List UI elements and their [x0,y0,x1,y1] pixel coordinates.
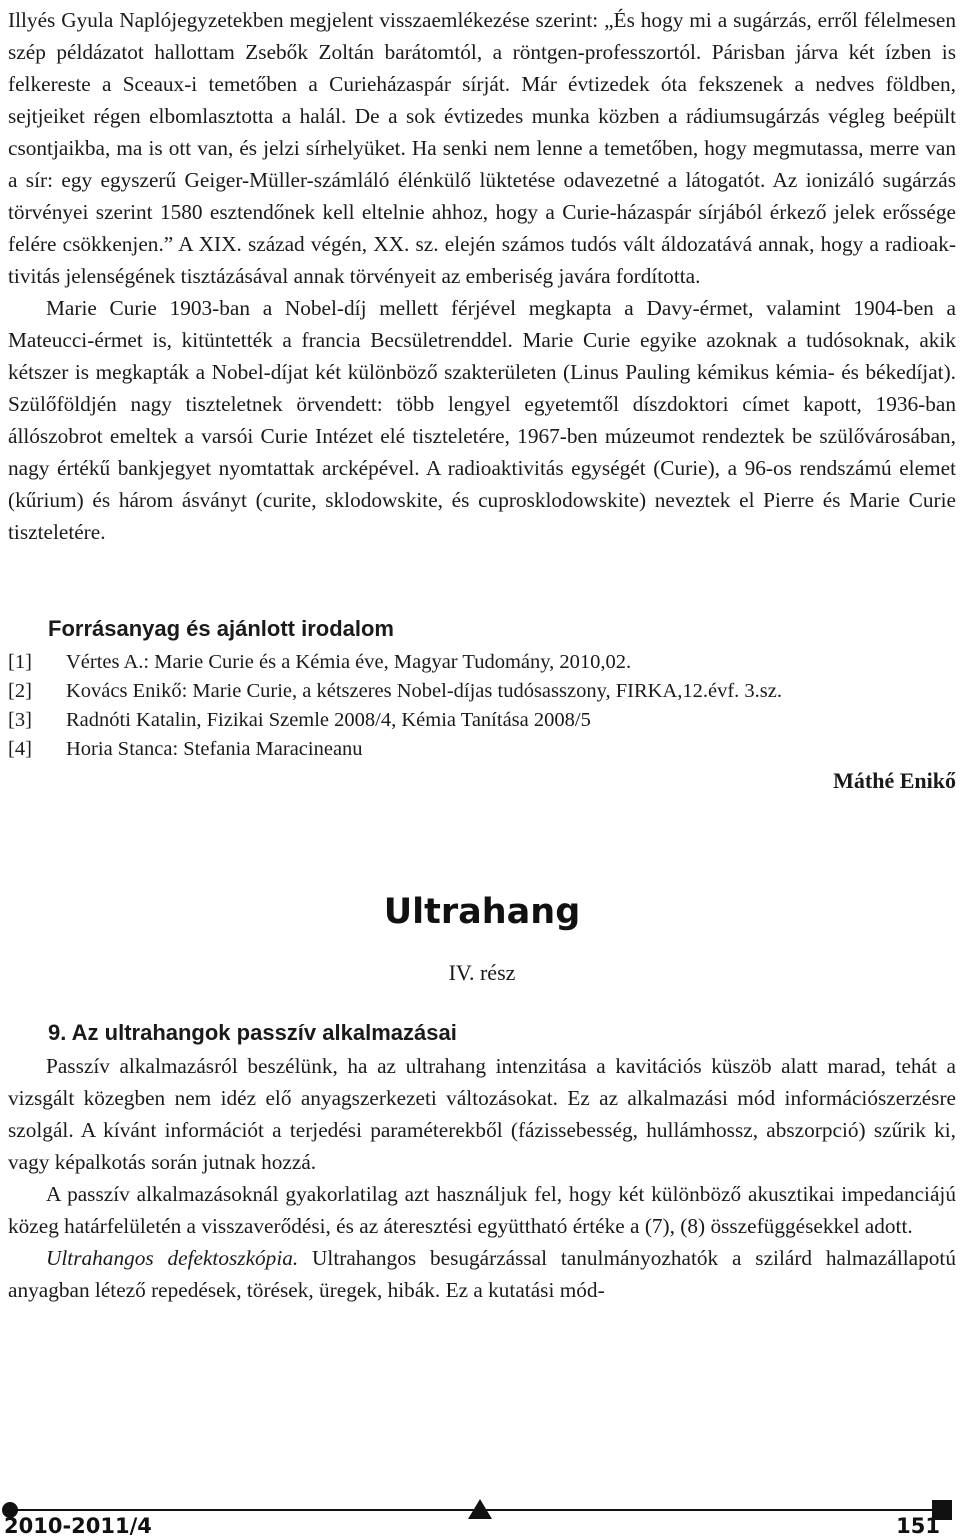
triangle-bullet-icon [468,1499,492,1519]
reference-item [8,677,956,706]
reference-item [8,735,956,764]
article-paragraph-2: A passzív alkalmazásoknál gyakorlatilag azt használjuk fel, hogy két különböző akusztikai impedanciájú közeg határfelületén a visszaverődési, és az áteresztési együttható értéke a (7), (8) összefüggésekkel adott. [8,1182,956,1238]
section-heading: 9. Az ultrahangok passzív alkalmazásai [48,1020,457,1045]
page-number: 151 [896,1514,940,1538]
article-paragraph-3-text: Ultrahangos besugárzással tanulmányozhatók a szilárd halmazállapotú anyagban létező repedések, törések, üregek, hibák. Ez a kutatási mód- [8,1246,956,1302]
reference-number: [2] [8,680,32,702]
reference-number: [4] [8,738,32,760]
article-author: Máthé Enikő [833,768,956,793]
document-page [8,0,956,1306]
reference-number: [3] [8,709,32,731]
sources-heading: Forrásanyag és ajánlott irodalom [48,616,394,641]
article-title: Ultrahang [383,892,581,932]
reference-number: [1] [8,651,32,673]
reference-item [8,706,956,735]
reference-text: Vértes A.: Marie Curie és a Kémia éve, Magyar Tudomány, 2010,02. [66,651,632,673]
issue-number: 2010-2011/4 [4,1514,152,1538]
reference-item [8,648,956,677]
reference-list [8,648,956,764]
defectoscopy-term: Ultrahangos defektoszkópia. [46,1246,299,1270]
page-footer [0,1496,960,1539]
intro-paragraph-2: Marie Curie 1903-ban a Nobel-díj mellett férjével megkapta a Davy-érmet, valamint 1904-ben a Mateucci-érmet is, kitüntették a francia Becsületrenddel. Marie Curie egyike azoknak a tudósoknak, akik kétszer is megkapták a Nobel-díjat két különböző szakterületen (Linus Pauling kémikus kémia- és békedíjat). Szülőföldjén nagy tiszteletnek örvendett: több lengyel egyetemtől díszdoktori címet kapott, 1936-ban állószobrot emeltek a varsói Curie Intézet elé tiszteletére, 1967-ben múzeumot rendeztek be szülővárosában, nagy értékű bankjegyet nyomtattak arcképével. A radioaktivitás egységét (Curie), a 96-os rendszámú elemet (kűrium) és három ásványt (curite, sklodowskite, és cuprosklodowskite) neveztek el Pierre és Marie Curie tiszteletére. [8,296,956,544]
article-paragraph-3 [8,1242,956,1306]
article-part-label: IV. rész [448,960,516,985]
article-paragraph-1: Passzív alkalmazásról beszélünk, ha az ultrahang intenzitása a kavitációs küszöb alatt marad, tehát a vizsgált közegben nem idéz elő anyagszerkezeti változásokat. Ez az alkalmazási mód információszerzésre szolgál. A kívánt információt a terjedési paraméterekből (fázissebesség, hullámhossz, abszorpció) szűrik ki, vagy képalkotás során jutnak hozzá. [8,1054,956,1174]
reference-text: Radnóti Katalin, Fizikai Szemle 2008/4, Kémia Tanítása 2008/5 [66,709,591,731]
reference-text: Kovács Enikő: Marie Curie, a kétszeres Nobel-díjas tudósasszony, FIRKA,12.évf. 3.sz. [66,680,783,702]
reference-text: Horia Stanca: Stefania Maracineanu [66,738,363,760]
intro-paragraph-1: Illyés Gyula Naplójegyzetekben megjelent visszaemlékezése szerint: „És hogy mi a sugárzás, erről félelmesen szép példázatot hallottam Zsebők Zoltán barátomtól, a röntgen-professzortól. Párisban járva két ízben is felkereste a Sceaux-i temetőben a Curieházaspár sírját. Már évtizedek óta fekszenek a nedves földben, sejtjeiket régen elbomlasztotta a halál. De a sok évtizedes munka közben a rádiumsugárzás végleg beépült csontjaikba, ma is ott van, és jelzi sírhelyüket. Ha senki nem lenne a temetőben, hogy megmutassa, merre van a sír: egy egyszerű Geiger-Müller-számláló élénkülő lüktetése odavezetné a látogatót. Az ionizáló sugárzás törvényei szerint 1580 esztendőnek kell eltelnie ahhoz, hogy a Curie-házaspár sírjából érkező jelek erőssége felére csökkenjen.” A XIX. század végén, XX. sz. elején számos tudós vált áldozatává annak, hogy a radioaktivitás jelenségének tisztázásával annak törvényeit az emberiség javára fordította. [8,8,956,288]
